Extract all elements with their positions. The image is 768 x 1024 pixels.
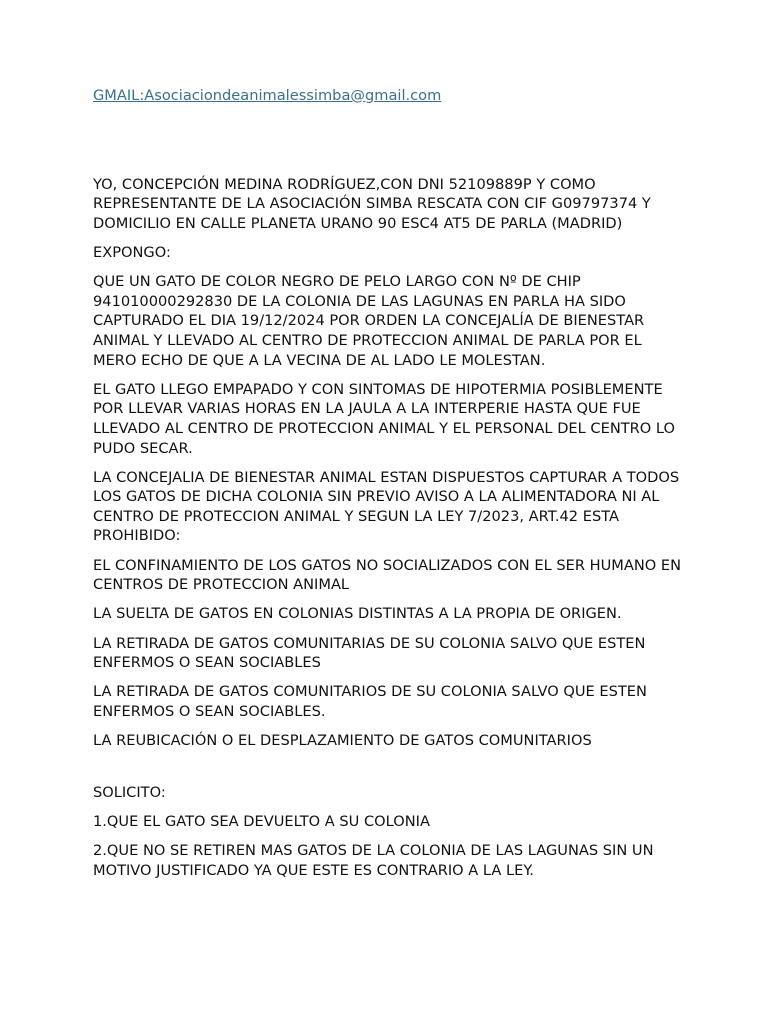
body-paragraph: LA SUELTA DE GATOS EN COLONIAS DISTINTAS A LA PROPIA DE ORIGEN. (93, 605, 622, 623)
request-item: 1.QUE EL GATO SEA DEVUELTO A SU COLONIA (93, 812, 430, 830)
body-paragraph: LA RETIRADA DE GATOS COMUNITARIAS DE SU COLONIA SALVO QUE ESTEN ENFERMOS O SEAN SOCIABLES (93, 634, 646, 672)
body-paragraph: LA CONCEJALIA DE BIENESTAR ANIMAL ESTAN DISPUESTOS CAPTURAR A TODOS LOS GATOS DE DICHA COLONIA SIN PREVIO AVISO A LA ALIMENTADORA NI AL CENTRO DE PROTECCION ANIMAL Y SEGUN LA LEY 7/2023, ART.42 ESTA PROHIBIDO: (93, 468, 680, 545)
solicito-heading: SOLICITO: (93, 783, 166, 801)
email-link[interactable]: GMAIL:Asociaciondeanimalessimba@gmail.com (93, 87, 442, 104)
body-paragraph: LA REUBICACIÓN O EL DESPLAZAMIENTO DE GATOS COMUNITARIOS (93, 732, 592, 750)
body-paragraph: QUE UN GATO DE COLOR NEGRO DE PELO LARGO CON Nº DE CHIP 941010000292830 DE LA COLONIA DE LAS LAGUNAS EN PARLA HA SIDO CAPTURADO EL DIA 19/12/2024 POR ORDEN LA CONCEJALÍA DE BIENESTAR ANIMAL Y LLEVADO AL CENTRO DE PROTECCION ANIMAL DE PARLA POR EL MERO ECHO DE QUE A LA VECINA DE AL LADO LE MOLESTAN. (93, 273, 645, 369)
body-paragraph: EL CONFINAMIENTO DE LOS GATOS NO SOCIALIZADOS CON EL SER HUMANO EN CENTROS DE PROTECCION ANIMAL (93, 556, 682, 594)
request-item: 2.QUE NO SE RETIREN MAS GATOS DE LA COLONIA DE LAS LAGUNAS SIN UN MOTIVO JUSTIFICADO YA QUE ESTE ES CONTRARIO A LA LEY. (93, 842, 654, 879)
intro-paragraph: YO, CONCEPCIÓN MEDINA RODRÍGUEZ,CON DNI 52109889P Y COMO REPRESENTANTE DE LA ASOCIACIÓN SIMBA RESCATA CON CIF G09797374 Y DOMICILIO EN CALLE PLANETA URANO 90 ESC4 AT5 DE PARLA (MADRID) (93, 175, 651, 232)
body-paragraph: LA RETIRADA DE GATOS COMUNITARIOS DE SU COLONIA SALVO QUE ESTEN ENFERMOS O SEAN SOCIABLES. (93, 683, 647, 720)
body-paragraph: EL GATO LLEGO EMPAPADO Y CON SINTOMAS DE HIPOTERMIA POSIBLEMENTE POR LLEVAR VARIAS HORAS EN LA JAULA A LA INTERPERIE HASTA QUE FUE LLEVADO AL CENTRO DE PROTECCION ANIMAL Y EL PERSONAL DEL CENTRO LO PUDO SECAR. (93, 380, 676, 457)
expongo-heading: EXPONGO: (93, 243, 171, 261)
document-body (93, 86, 683, 890)
